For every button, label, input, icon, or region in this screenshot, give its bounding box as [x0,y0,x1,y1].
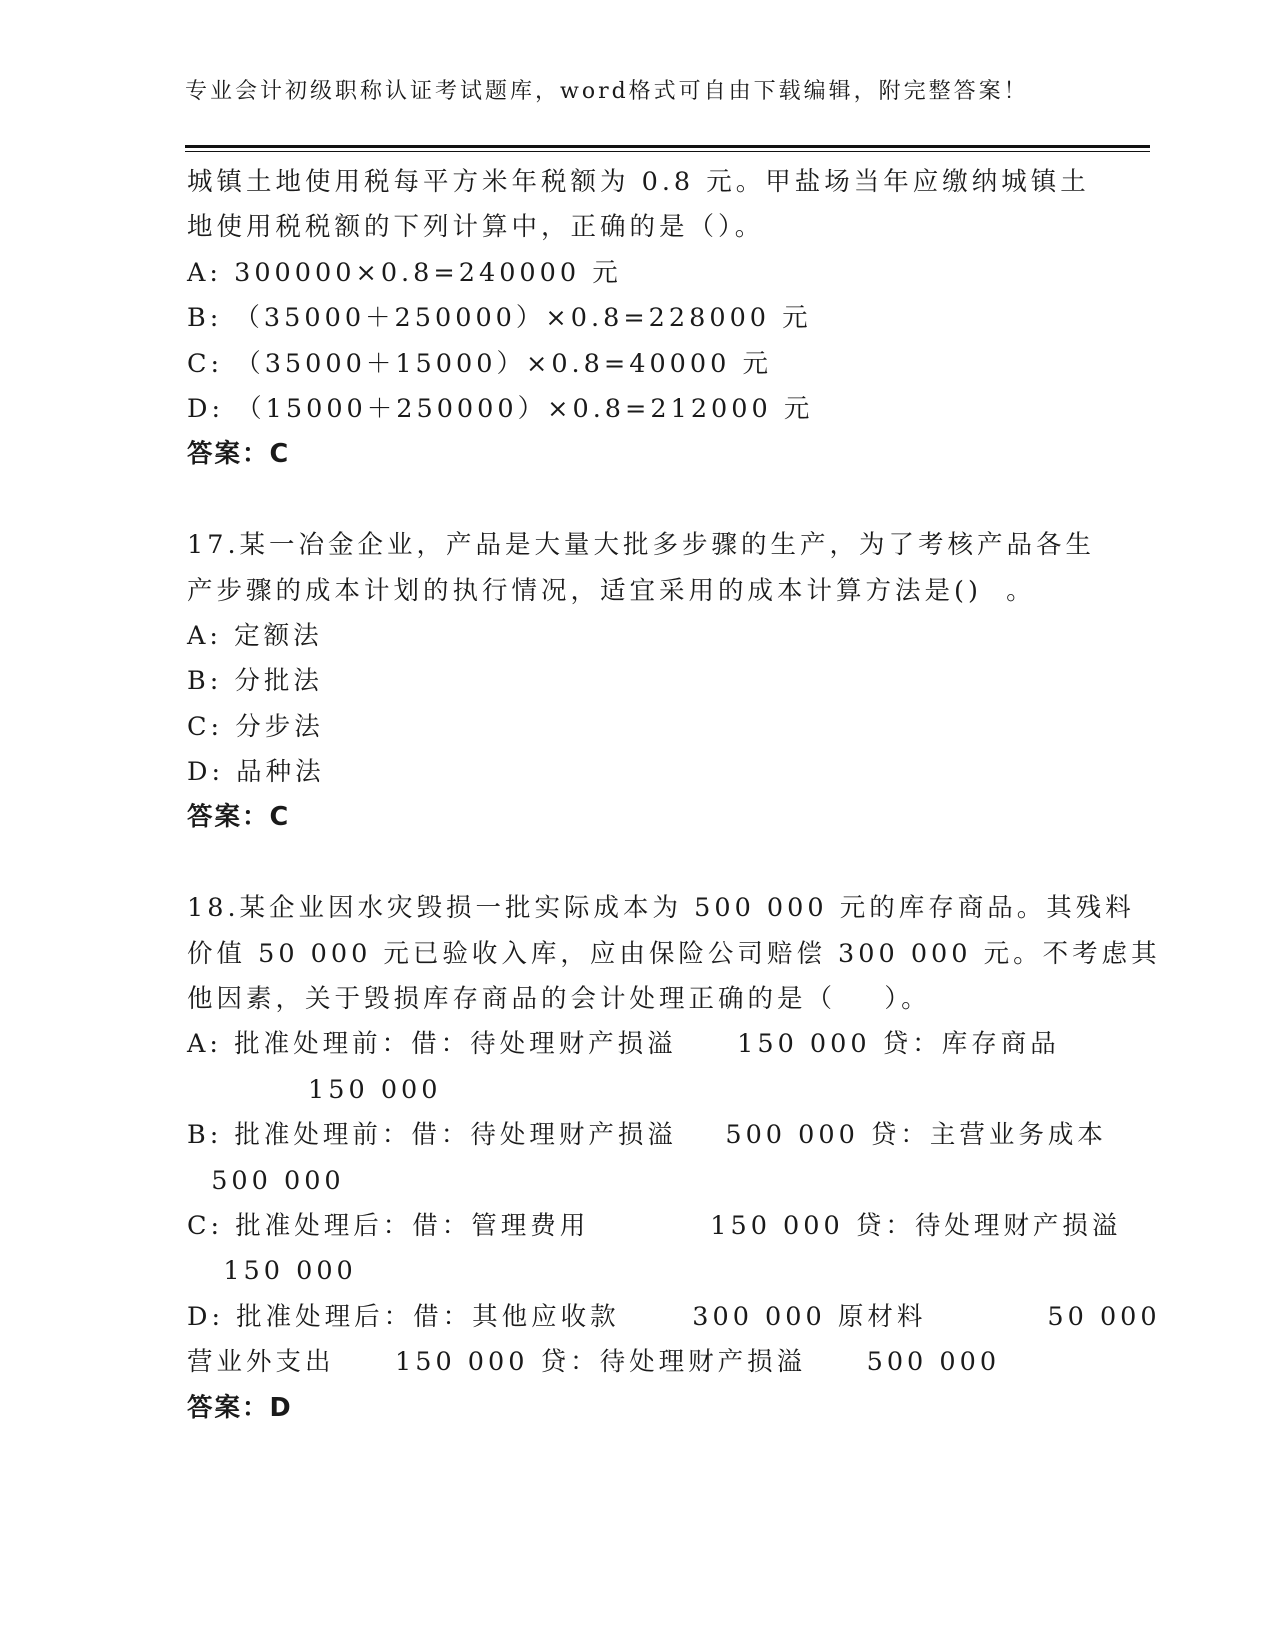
question-stem-line: 17.某一冶金企业，产品是大量大批多步骤的生产，为了考核产品各生 [187,530,1096,561]
question-stem-line: 他因素，关于毁损库存商品的会计处理正确的是（ ）。 [187,984,931,1015]
option-c: C: 批准处理后：借：管理费用 150 000 贷：待处理财产损溢 [187,1210,1122,1241]
option-b-continued: 500 000 [187,1165,345,1196]
document-body [187,160,1161,1431]
question-18 [187,886,1161,1431]
option-d: D: （15000＋250000）×0.8=212000 元 [187,393,814,424]
answer: 答案：C [187,439,291,470]
option-c: C: （35000＋15000）×0.8=40000 元 [187,348,772,379]
option-a: A: 批准处理前：借：待处理财产损溢 150 000 贷：库存商品 [187,1029,1060,1060]
option-d-continued: 营业外支出 150 000 贷：待处理财产损溢 500 000 [187,1347,1001,1378]
option-a: A: 300000×0.8=240000 元 [187,257,622,288]
question-stem-line: 18.某企业因水灾毁损一批实际成本为 500 000 元的库存商品。其残料 [187,893,1135,924]
page-header: 专业会计初级职称认证考试题库，word格式可自由下载编辑，附完整答案！ [185,79,1029,104]
question-stem-line: 地使用税税额的下列计算中，正确的是（）。 [187,212,765,243]
spacer [187,478,1087,523]
option-a: A: 定额法 [187,620,323,651]
option-c: C: 分步法 [187,711,324,742]
option-b: B: （35000＋250000）×0.8=228000 元 [187,303,812,334]
question-stem-line: 产步骤的成本计划的执行情况，适宜采用的成本计算方法是() 。 [187,575,1036,606]
option-d: D: 批准处理后：借：其他应收款 300 000 原材料 50 000 [187,1301,1161,1332]
question-stem-line: 价值 50 000 元已验收入库，应由保险公司赔偿 300 000 元。不考虑其 [187,938,1161,969]
question-17 [187,523,1096,841]
header-rule-thin [185,151,1150,152]
option-b: B: 分批法 [187,666,323,697]
answer: 答案：C [187,802,291,833]
question-stem-line: 城镇土地使用税每平方米年税额为 0.8 元。甲盐场当年应缴纳城镇土 [187,167,1090,197]
answer: 答案：D [187,1392,293,1423]
option-b: B: 批准处理前：借：待处理财产损溢 500 000 贷：主营业务成本 [187,1120,1107,1151]
question-16 [187,160,1090,478]
spacer [187,841,1087,886]
option-d: D: 品种法 [187,757,325,788]
option-a-continued: 150 000 [187,1074,442,1105]
option-c-continued: 150 000 [187,1256,357,1287]
header-rule-thick [185,145,1150,148]
